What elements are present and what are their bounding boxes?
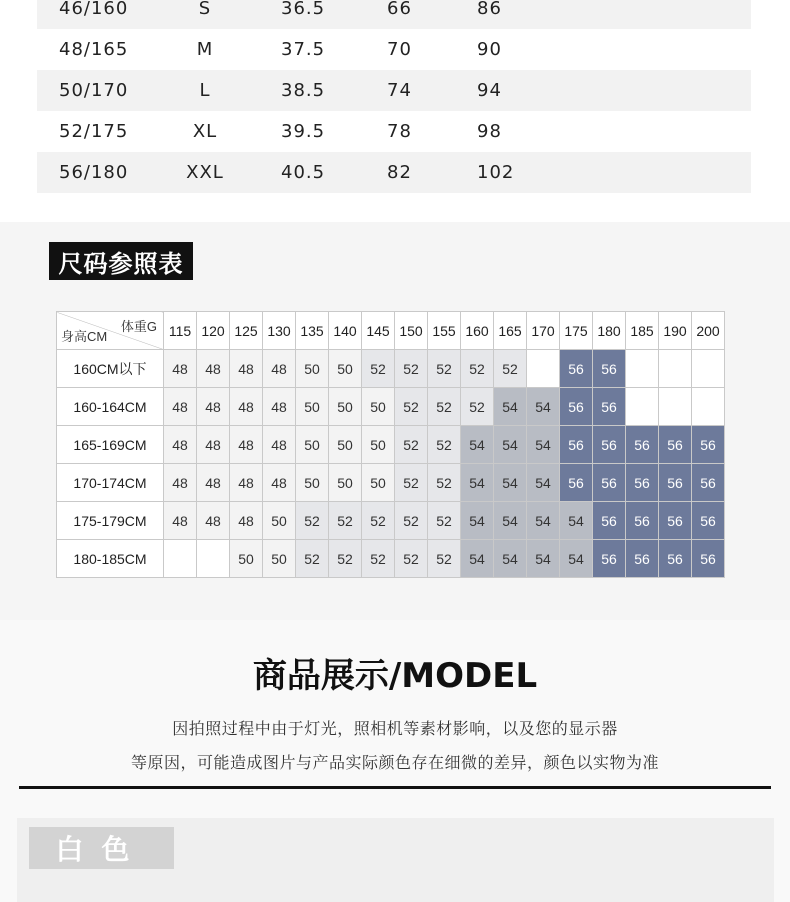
size-cell: 102 (477, 162, 515, 183)
size-cell: 39.5 (281, 121, 326, 142)
size-cell: 36.5 (281, 0, 326, 19)
size-value-cell: 56 (626, 502, 659, 540)
size-chart-panel (0, 0, 790, 222)
size-cell: 90 (477, 39, 502, 60)
size-value-cell: 52 (428, 464, 461, 502)
size-value-cell: 48 (197, 350, 230, 388)
size-value-cell: 56 (692, 540, 725, 578)
size-cell: 66 (387, 0, 412, 19)
size-value-cell (626, 388, 659, 426)
size-value-cell: 52 (395, 502, 428, 540)
size-cell: S (198, 0, 212, 19)
color-panel (17, 818, 774, 902)
size-cell: 94 (477, 80, 502, 101)
weight-column-header: 135 (296, 312, 329, 350)
size-value-cell: 56 (659, 464, 692, 502)
size-value-cell: 52 (395, 426, 428, 464)
disclaimer-line-1: 因拍照过程中由于灯光，照相机等素材影响，以及您的显示器 (172, 719, 618, 738)
size-value-cell: 56 (593, 388, 626, 426)
size-value-cell: 48 (263, 388, 296, 426)
size-value-cell: 54 (527, 540, 560, 578)
size-value-cell: 56 (593, 350, 626, 388)
size-value-cell: 50 (329, 350, 362, 388)
size-value-cell: 52 (362, 350, 395, 388)
size-cell: 48/165 (59, 39, 129, 60)
size-value-cell: 50 (296, 388, 329, 426)
weight-column-header: 185 (626, 312, 659, 350)
size-value-cell: 48 (197, 388, 230, 426)
divider (19, 786, 771, 789)
weight-column-header: 140 (329, 312, 362, 350)
size-value-cell: 50 (329, 388, 362, 426)
size-value-cell: 48 (263, 350, 296, 388)
size-value-cell: 52 (428, 502, 461, 540)
size-value-cell: 48 (197, 464, 230, 502)
weight-column-header: 145 (362, 312, 395, 350)
size-value-cell: 48 (164, 502, 197, 540)
height-header: 身高CM (61, 329, 108, 344)
size-value-cell: 54 (527, 426, 560, 464)
size-value-cell: 54 (527, 388, 560, 426)
size-reference-table (56, 311, 725, 578)
weight-column-header: 170 (527, 312, 560, 350)
weight-column-header: 120 (197, 312, 230, 350)
weight-column-header: 115 (164, 312, 197, 350)
size-value-cell: 48 (197, 502, 230, 540)
size-value-cell: 52 (329, 540, 362, 578)
size-value-cell: 56 (692, 426, 725, 464)
size-value-cell (692, 350, 725, 388)
size-value-cell: 50 (362, 426, 395, 464)
size-row (37, 152, 751, 193)
size-value-cell: 56 (626, 464, 659, 502)
size-value-cell: 54 (461, 426, 494, 464)
size-value-cell: 52 (362, 540, 395, 578)
table-corner (57, 312, 164, 350)
size-value-cell: 56 (692, 464, 725, 502)
size-value-cell: 56 (593, 540, 626, 578)
size-value-cell: 56 (659, 426, 692, 464)
size-value-cell: 48 (197, 426, 230, 464)
size-value-cell: 52 (428, 388, 461, 426)
size-value-cell: 50 (362, 464, 395, 502)
height-row-label: 170-174CM (57, 464, 164, 502)
size-value-cell: 50 (329, 426, 362, 464)
model-title: 商品展示/MODEL (252, 656, 538, 696)
reference-title: 尺码参照表 (49, 242, 193, 280)
size-cell: 40.5 (281, 162, 326, 183)
size-value-cell: 54 (461, 540, 494, 578)
size-value-cell: 56 (626, 426, 659, 464)
size-value-cell (197, 540, 230, 578)
size-value-cell: 52 (461, 388, 494, 426)
size-value-cell: 52 (395, 388, 428, 426)
table-row (57, 426, 725, 464)
size-value-cell: 54 (494, 502, 527, 540)
size-value-cell (527, 350, 560, 388)
size-value-cell: 52 (461, 350, 494, 388)
size-value-cell: 48 (230, 350, 263, 388)
size-value-cell: 52 (428, 350, 461, 388)
size-cell: 98 (477, 121, 502, 142)
height-row-label: 160CM以下 (57, 350, 164, 388)
size-value-cell: 52 (395, 350, 428, 388)
size-value-cell: 48 (263, 464, 296, 502)
size-value-cell (659, 388, 692, 426)
size-value-cell (659, 350, 692, 388)
size-value-cell: 54 (494, 464, 527, 502)
size-value-cell: 56 (560, 426, 593, 464)
size-value-cell: 48 (230, 426, 263, 464)
size-value-cell: 48 (230, 388, 263, 426)
size-value-cell: 56 (560, 388, 593, 426)
size-value-cell: 50 (230, 540, 263, 578)
weight-column-header: 175 (560, 312, 593, 350)
disclaimer-line-2: 等原因，可能造成图片与产品实际颜色存在细微的差异，颜色以实物为准 (130, 753, 659, 772)
size-value-cell: 50 (296, 350, 329, 388)
weight-column-header: 130 (263, 312, 296, 350)
size-value-cell: 54 (494, 540, 527, 578)
size-value-cell: 54 (560, 540, 593, 578)
size-cell: XXL (186, 162, 224, 183)
size-row (37, 70, 751, 111)
size-value-cell (692, 388, 725, 426)
size-value-cell: 50 (263, 540, 296, 578)
weight-header: 体重G (120, 319, 157, 334)
weight-column-header: 165 (494, 312, 527, 350)
size-cell: 37.5 (281, 39, 326, 60)
table-row (57, 388, 725, 426)
size-value-cell: 54 (527, 464, 560, 502)
table-row (57, 464, 725, 502)
size-row (37, 29, 751, 70)
size-value-cell: 50 (296, 464, 329, 502)
size-row (37, 0, 751, 29)
size-value-cell: 54 (494, 388, 527, 426)
size-value-cell: 56 (659, 540, 692, 578)
weight-column-header: 160 (461, 312, 494, 350)
size-value-cell (164, 540, 197, 578)
weight-column-header: 150 (395, 312, 428, 350)
size-cell: 52/175 (59, 121, 129, 142)
size-cell: XL (192, 121, 218, 142)
size-cell: L (199, 80, 211, 101)
color-label: 白色 (29, 827, 174, 869)
size-value-cell: 52 (395, 540, 428, 578)
size-cell: 50/170 (59, 80, 129, 101)
size-value-cell: 54 (560, 502, 593, 540)
size-cell: 70 (387, 39, 412, 60)
size-value-cell: 48 (230, 502, 263, 540)
size-value-cell: 56 (692, 502, 725, 540)
height-row-label: 180-185CM (57, 540, 164, 578)
size-value-cell: 54 (461, 502, 494, 540)
size-value-cell: 48 (230, 464, 263, 502)
size-value-cell: 56 (560, 464, 593, 502)
size-value-cell: 54 (461, 464, 494, 502)
size-value-cell: 56 (659, 502, 692, 540)
weight-column-header: 180 (593, 312, 626, 350)
size-value-cell: 56 (593, 464, 626, 502)
size-value-cell: 54 (494, 426, 527, 464)
size-value-cell: 56 (626, 540, 659, 578)
size-value-cell: 52 (395, 464, 428, 502)
weight-column-header: 155 (428, 312, 461, 350)
height-row-label: 165-169CM (57, 426, 164, 464)
weight-column-header: 190 (659, 312, 692, 350)
size-cell: 82 (387, 162, 412, 183)
size-table (37, 0, 751, 193)
size-cell: 78 (387, 121, 412, 142)
size-value-cell: 52 (296, 540, 329, 578)
size-row (37, 111, 751, 152)
weight-column-header: 200 (692, 312, 725, 350)
size-cell: 56/180 (59, 162, 129, 183)
size-value-cell: 56 (560, 350, 593, 388)
size-value-cell: 48 (164, 350, 197, 388)
size-value-cell: 52 (329, 502, 362, 540)
size-value-cell: 52 (362, 502, 395, 540)
size-value-cell: 50 (329, 464, 362, 502)
size-cell: M (196, 39, 214, 60)
size-value-cell: 56 (593, 426, 626, 464)
size-value-cell: 52 (428, 426, 461, 464)
size-reference-section (0, 222, 790, 620)
size-cell: 74 (387, 80, 412, 101)
weight-column-header: 125 (230, 312, 263, 350)
size-value-cell: 50 (263, 502, 296, 540)
model-section (0, 620, 790, 902)
size-value-cell: 48 (164, 426, 197, 464)
size-cell: 38.5 (281, 80, 326, 101)
height-row-label: 160-164CM (57, 388, 164, 426)
size-value-cell: 48 (164, 388, 197, 426)
size-value-cell: 52 (428, 540, 461, 578)
table-row (57, 502, 725, 540)
size-value-cell: 48 (164, 464, 197, 502)
size-value-cell: 52 (296, 502, 329, 540)
size-value-cell: 50 (362, 388, 395, 426)
size-cell: 86 (477, 0, 502, 19)
size-value-cell (626, 350, 659, 388)
size-value-cell: 54 (527, 502, 560, 540)
size-value-cell: 50 (296, 426, 329, 464)
size-cell: 46/160 (59, 0, 129, 19)
size-value-cell: 52 (494, 350, 527, 388)
height-row-label: 175-179CM (57, 502, 164, 540)
table-row (57, 540, 725, 578)
size-value-cell: 48 (263, 426, 296, 464)
table-row (57, 350, 725, 388)
size-value-cell: 56 (593, 502, 626, 540)
